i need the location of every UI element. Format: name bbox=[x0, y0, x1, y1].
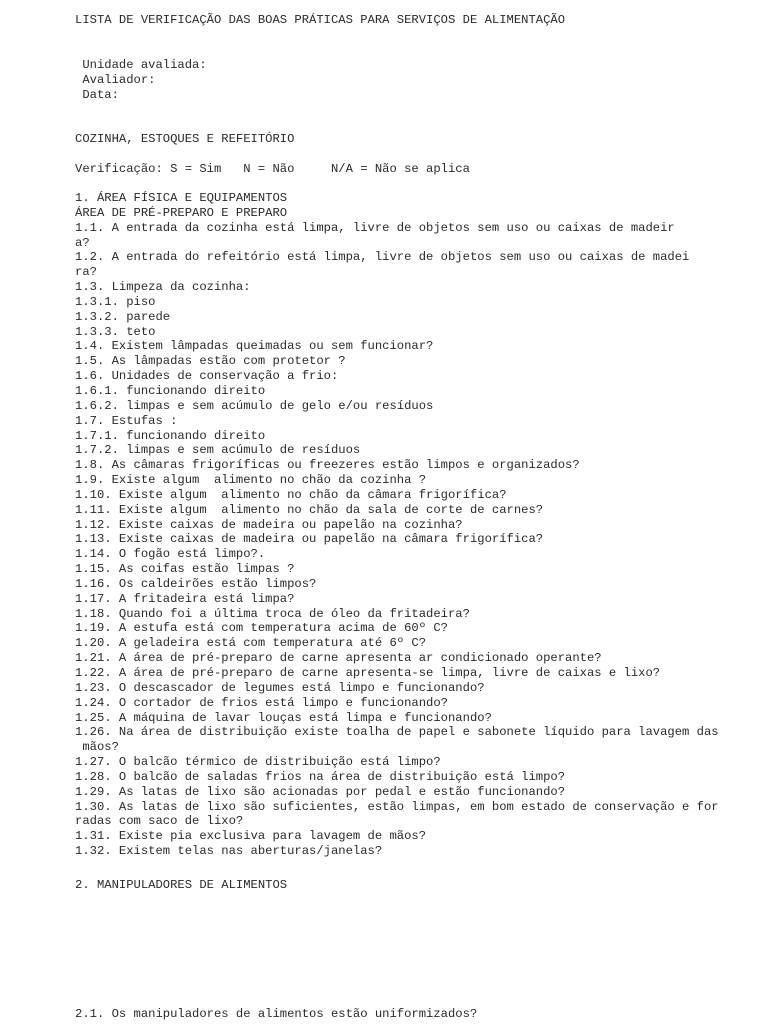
checklist-item: 1.3.3. teto bbox=[75, 324, 156, 339]
checklist-item: 1.7.1. funcionando direito bbox=[75, 428, 266, 443]
checklist-item: a? bbox=[75, 235, 90, 250]
checklist-item: 1.8. As câmaras frigoríficas ou freezeres estão limpos e organizados? bbox=[75, 458, 580, 473]
checklist-item: 1.7. Estufas : bbox=[75, 413, 178, 428]
document-title: LISTA DE VERIFICAÇÃO DAS BOAS PRÁTICAS PARA SERVIÇOS DE ALIMENTAÇÃO bbox=[75, 13, 566, 27]
section-2-title: 2. MANIPULADORES DE ALIMENTOS bbox=[75, 878, 288, 892]
checklist-item: 1.20. A geladeira está com temperatura até 6º C? bbox=[75, 636, 427, 651]
checklist-item: 2.1. Os manipuladores de alimentos estão uniformizados? bbox=[75, 1007, 478, 1021]
checklist-item: 1.1. A entrada da cozinha está limpa, livre de objetos sem uso ou caixas de madeir bbox=[75, 220, 675, 235]
checklist-item: 1.13. Existe caixas de madeira ou papelão na câmara frigorífica? bbox=[75, 532, 544, 547]
checklist-item: 1.6. Unidades de conservação a frio: bbox=[75, 369, 339, 384]
checklist-item: ra? bbox=[75, 265, 97, 280]
checklist-item: 1.15. As coifas estão limpas ? bbox=[75, 562, 295, 577]
verification-legend: Verificação: S = Sim N = Não N/A = Não se aplica bbox=[75, 162, 470, 176]
checklist-item: 1.2. A entrada do refeitório está limpa, livre de objetos sem uso ou caixas de madei bbox=[75, 250, 690, 265]
checklist-item: 1.11. Existe algum alimento no chão da sala de corte de carnes? bbox=[75, 502, 544, 517]
checklist-item: 1.28. O balcão de saladas frios na área de distribuição está limpo? bbox=[75, 769, 566, 784]
checklist-item: 1.7.2. limpas e sem acúmulo de resíduos bbox=[75, 443, 361, 458]
checklist-item: 1.6.2. limpas e sem acúmulo de gelo e/ou resíduos bbox=[75, 398, 434, 413]
field-unidade-avaliada: Unidade avaliada: bbox=[75, 58, 207, 72]
checklist-item: 1.26. Na área de distribuição existe toalha de papel e sabonete líquido para lavagem das bbox=[75, 725, 719, 740]
checklist-item: 1.17. A fritadeira está limpa? bbox=[75, 591, 295, 606]
checklist-item: 1.3.1. piso bbox=[75, 294, 156, 309]
checklist-item: mãos? bbox=[75, 740, 119, 755]
checklist-item: 1.10. Existe algum alimento no chão da câmara frigorífica? bbox=[75, 487, 507, 502]
checklist-item: 1.6.1. funcionando direito bbox=[75, 383, 266, 398]
checklist-item: 1.23. O descascador de legumes está limpo e funcionando? bbox=[75, 680, 485, 695]
checklist-item: 1.27. O balcão térmico de distribuição está limpo? bbox=[75, 755, 441, 770]
checklist-item: radas com saco de lixo? bbox=[75, 814, 244, 829]
checklist-item: 1.5. As lâmpadas estão com protetor ? bbox=[75, 354, 346, 369]
header-fields bbox=[75, 58, 740, 103]
item-2-1-block bbox=[75, 1007, 740, 1022]
section-heading-line: ÁREA DE PRÉ-PREPARO E PREPARO bbox=[75, 205, 288, 220]
checklist-item: 1.3.2. parede bbox=[75, 309, 171, 324]
checklist-item: 1.31. Existe pia exclusiva para lavagem de mãos? bbox=[75, 829, 427, 844]
section-title: COZINHA, ESTOQUES E REFEITÓRIO bbox=[75, 132, 295, 146]
checklist-item: 1.3. Limpeza da cozinha: bbox=[75, 280, 251, 295]
section-title-block bbox=[75, 132, 740, 147]
checklist-item: 1.29. As latas de lixo são acionadas por pedal e estão funcionando? bbox=[75, 784, 566, 799]
checklist-item: 1.18. Quando foi a última troca de óleo da fritadeira? bbox=[75, 606, 470, 621]
checklist-item: 1.19. A estufa está com temperatura acima de 60º C? bbox=[75, 621, 448, 636]
checklist-item: 1.16. Os caldeirões estão limpos? bbox=[75, 576, 317, 591]
checklist-item: 1.4. Existem lâmpadas queimadas ou sem funcionar? bbox=[75, 339, 434, 354]
checklist-item: 1.32. Existem telas nas aberturas/janelas? bbox=[75, 844, 383, 859]
checklist-item: 1.30. As latas de lixo são suficientes, estão limpas, em bom estado de conservação e for bbox=[75, 799, 719, 814]
section-heading-line: 1. ÁREA FÍSICA E EQUIPAMENTOS bbox=[75, 191, 288, 205]
checklist-item: 1.9. Existe algum alimento no chão da cozinha ? bbox=[75, 473, 427, 488]
checklist-item: 1.14. O fogão está limpo?. bbox=[75, 547, 266, 562]
document-title-block bbox=[75, 13, 740, 28]
field-data: Data: bbox=[75, 87, 119, 102]
checklist-item: 1.25. A máquina de lavar louças está limpa e funcionando? bbox=[75, 710, 492, 725]
legend-block bbox=[75, 162, 740, 177]
checklist-item: 1.22. A área de pré-preparo de carne apresenta-se limpa, livre de caixas e lixo? bbox=[75, 666, 661, 680]
field-avaliador: Avaliador: bbox=[75, 72, 156, 87]
checklist-item: 1.21. A área de pré-preparo de carne apresenta ar condicionado operante? bbox=[75, 651, 602, 666]
section-1-list bbox=[75, 191, 740, 859]
checklist-item: 1.12. Existe caixas de madeira ou papelão na cozinha? bbox=[75, 517, 463, 532]
section-2-title-block bbox=[75, 878, 740, 893]
checklist-item: 1.24. O cortador de frios está limpo e funcionando? bbox=[75, 695, 448, 710]
